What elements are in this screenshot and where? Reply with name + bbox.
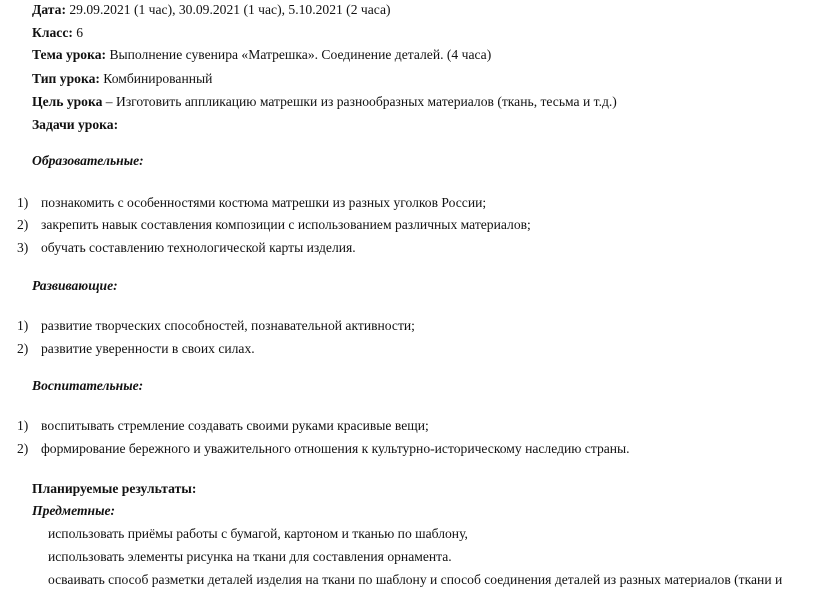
goal-label: Цель урока — [32, 94, 103, 109]
list-item: формирование бережного и уважительного отношения к культурно-историческому наследию страны. — [41, 441, 630, 456]
class-line — [32, 25, 83, 41]
result-line: осваивать способ разметки деталей изделия на ткани по шаблону и способ соединения деталей из разных материалов (ткани и — [48, 572, 783, 587]
tasks-heading: Задачи урока: — [32, 117, 119, 132]
developing-heading: Развивающие: — [32, 278, 118, 293]
date-label: Дата: — [32, 2, 66, 17]
list-item-number: 2) — [17, 441, 29, 456]
list-item-number: 1) — [17, 195, 29, 210]
class-value: 6 — [72, 25, 84, 40]
result-line: использовать приёмы работы с бумагой, картоном и тканью по шаблону, — [48, 526, 468, 541]
type-value: Комбинированный — [99, 71, 213, 86]
list-item: развитие уверенности в своих силах. — [41, 341, 255, 356]
results-heading: Планируемые результаты: — [32, 481, 197, 496]
list-item-number: 2) — [17, 217, 29, 232]
list-item-number: 3) — [17, 240, 29, 255]
list-item: познакомить с особенностями костюма матрешки из разных уголков России; — [41, 195, 487, 210]
topic-label: Тема урока: — [32, 47, 107, 62]
list-item-number: 1) — [17, 318, 29, 333]
list-item: воспитывать стремление создавать своими руками красивые вещи; — [41, 418, 429, 433]
list-item: обучать составлению технологической карты изделия. — [41, 240, 356, 255]
topic-line — [32, 47, 491, 63]
result-line: использовать элементы рисунка на ткани для составления орнамента. — [48, 549, 452, 564]
upbringing-heading: Воспитательные: — [32, 378, 144, 393]
goal-value: – Изготовить аппликацию матрешки из разнообразных материалов (ткань, тесьма и т.д.) — [102, 94, 617, 109]
list-item: закрепить навык составления композиции с использованием различных материалов; — [41, 217, 531, 232]
list-item-number: 2) — [17, 341, 29, 356]
list-item-number: 1) — [17, 418, 29, 433]
goal-line — [32, 94, 617, 110]
date-line — [32, 2, 391, 18]
subject-results-heading: Предметные: — [32, 503, 116, 518]
topic-value: Выполнение сувенира «Матрешка». Соединение деталей. (4 часа) — [106, 47, 492, 62]
educational-heading: Образовательные: — [32, 153, 144, 168]
type-line — [32, 71, 212, 87]
type-label: Тип урока: — [32, 71, 100, 86]
class-label: Класс: — [32, 25, 73, 40]
date-value: 29.09.2021 (1 час), 30.09.2021 (1 час), 5.10.2021 (2 часа) — [65, 2, 391, 17]
list-item: развитие творческих способностей, познавательной активности; — [41, 318, 415, 333]
